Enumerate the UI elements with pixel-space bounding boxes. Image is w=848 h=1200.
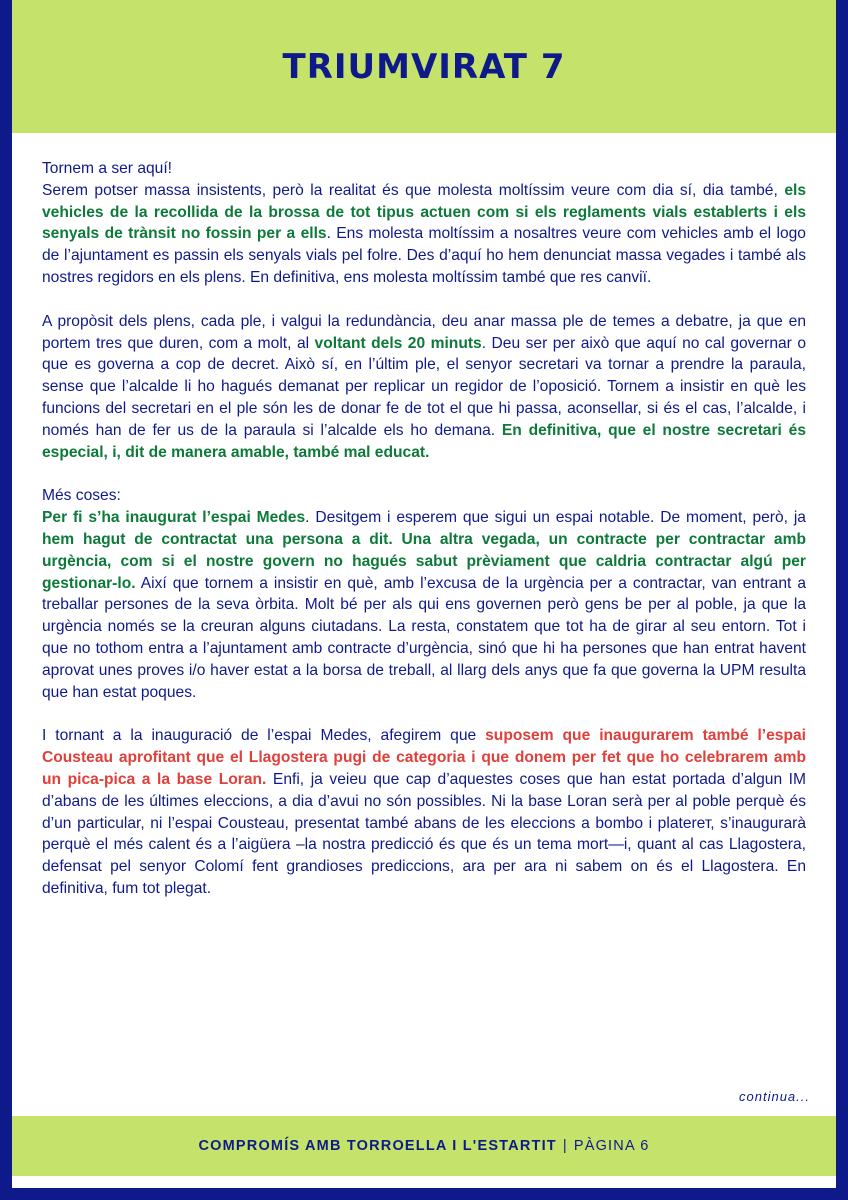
paragraph-2 (42, 311, 806, 464)
paragraph-2-highlight-1: voltant dels 20 minuts (314, 334, 482, 352)
article-body (42, 158, 806, 922)
paragraph-4-text-2: Enfi, ja veieu que cap d’aquestes coses que han estat portada d’algun IM d’abans de les últimes eleccions, a dia d’avui no són possibles. Ni la base Loran serà per al poble perquè és d’un particular, ni l’espai Cousteau, presentat també abans de les eleccions a bombo i platerет, s’inaugurarà perquè el més calent és a l’aigüera –la nostra predicció és que és un tema mort—i, quant al cas Llagostera, defensat pel senyor Colomí fent grandioses prediccions, ara per ara ni sabem on és el Llagostera. En definitiva, fum tot plegat. (42, 770, 806, 897)
paragraph-3 (42, 485, 806, 703)
paragraph-3-highlight-1: Per fi s’ha inaugurat l’espai Medes (42, 509, 306, 527)
continua-note: continua... (739, 1089, 810, 1104)
paragraph-2-text-1: A propòsit dels plens, cada ple, i valgui la redundància, deu anar massa ple de temes a debatre, ja que en portem tres que duren, com a molt, al (42, 312, 806, 352)
paragraph-3-text-2: Així que tornem a insistir en què, amb l’excusa de la urgència per a contractar, van entrant a treballar persones de la seva òrbita. Molt bé per als qui ens governen però gens be per al poble, ja que la urgència només se la creuran alguns ciutadans. La resta, constatem que tot ha de girar al seu entorn. Tot i que no tothom entra a l’ajuntament amb contracte d’urgència, sinó que hi ha persones que han entrat havent aprovat unes proves i/o haver estat a la borsa de treball, al llarg dels anys que fa que governa la UPM resulta que han estat poques. (42, 574, 806, 701)
paragraph-4 (42, 725, 806, 899)
footer-organization: COMPROMÍS AMB TORROELLA I L'ESTARTIT (198, 1138, 557, 1154)
footer-banner (12, 1116, 836, 1176)
paragraph-3-highlight-2: hem hagut de contractat una persona a dit. Una altra vegada, un contracte per contractar amb urgència, com si el nostre govern no hagués sabut prèviament que caldria contractar algú per gestionar-lo. (42, 530, 806, 592)
page-title: TRIUMVIRAT 7 (282, 46, 566, 87)
paragraph-1 (42, 158, 806, 289)
paragraph-4-text-1: I tornant a la inauguració de l’espai Medes, afegirem que (42, 727, 486, 745)
header-banner (12, 0, 836, 133)
paragraph-3-text-1: . Desitgem i esperem que sigui un espai notable. De moment, però, ja (305, 509, 806, 527)
section-intro-line: Més coses: (42, 487, 121, 505)
paragraph-1-text-1: Serem potser massa insistents, però la realitat és que molesta moltíssim veure com dia sí, dia també, (42, 181, 785, 199)
paragraph-4-highlight-red: suposem que inaugurarem també l’espai Cousteau aprofitant que el Llagostera pugi de categoria i que donem per fet que ho celebrarem amb un pica-pica a la base Loran. (42, 727, 806, 788)
paragraph-1-text-2: . Ens molesta moltíssim a nosaltres veure com vehicles amb el logo de l’ajuntament es passin els senyals vials pel folre. Des d’aquí ho hem denunciat massa vegades i també als nostres regidors en els plens. En definitiva, ens molesta moltíssim també que res canviï. (42, 225, 806, 286)
paragraph-1-highlight-1: els vehicles de la recollida de la brossa de tot tipus actuen com si els reglaments vials establerts i els senyals de trànsit no fossin per a ells (42, 181, 806, 243)
page-number: PÀGINA 6 (573, 1138, 650, 1154)
paragraph-2-highlight-2: En definitiva, que el nostre secretari és especial, i, dit de manera amable, també mal educat. (42, 421, 806, 461)
greeting-line: Tornem a ser aquí! (42, 160, 173, 177)
footer-separator: | (562, 1138, 568, 1154)
paragraph-2-text-2: . Deu ser per això que aquí no cal governar o que es governa a cop de decret. Això sí, en l’últim ple, el senyor secretari va tornar a prendre la paraula, sense que l’alcalde li ho hagués demanat per replicar un regidor de l’oposició. Tornem a insistir en què les funcions del secretari en el ple són les de donar fe de tot el que hi passa, aconsellar, si és el cas, l’alcalde, i només han de fer us de la paraula si l’alcalde els ho demana. (42, 334, 806, 439)
